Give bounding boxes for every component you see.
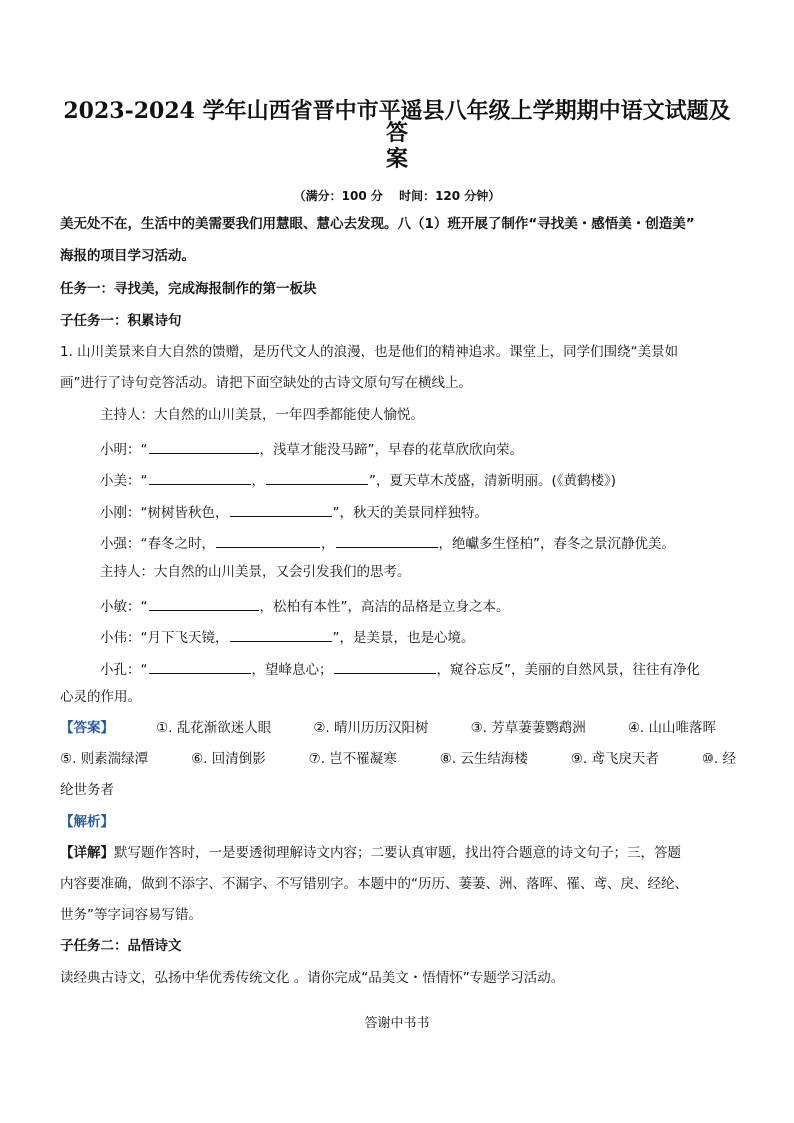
answer-blank-2[interactable]	[149, 471, 251, 485]
answer-item: ⑦. 岂不罹凝寒	[308, 751, 397, 767]
xiaomei-prefix: 小美：“	[100, 473, 148, 489]
answer-blank-3[interactable]	[266, 471, 368, 485]
analysis-tag: 【解析】	[60, 814, 114, 830]
reading-instruction: 读经典古诗文，弘扬中华优秀传统文化 。请你完成“品美文・悟情怀”专题学习活动。	[60, 970, 565, 986]
answer-blank-9[interactable]	[149, 660, 251, 674]
answer-blank-6[interactable]	[336, 534, 438, 548]
answer-item: ④. 山山唯落晖	[627, 720, 716, 736]
exam-info: （满分：100 分 时间：120 分钟）	[293, 189, 501, 203]
xiaomin-suffix: ，松柏有本性”，高洁的品格是立身之本。	[259, 599, 510, 615]
answer-blank-5[interactable]	[216, 534, 320, 548]
answer-item: ⑥. 回清倒影	[191, 751, 266, 767]
xiaogang-suffix: ”，秋天的美景同样独特。	[332, 505, 488, 521]
answer-item: ②. 晴川历历汉阳树	[313, 720, 429, 736]
xiaoming-line	[100, 440, 736, 458]
document-title-line1: 2023-2024 学年山西省晋中市平遥县八年级上学期期中语文试题及答	[63, 98, 731, 146]
xiaoming-prefix: 小明：“	[100, 442, 148, 458]
answer-blank-7[interactable]	[149, 597, 259, 611]
xiaoming-suffix: ，浅草才能没马蹄”，早春的花草欣欣向荣。	[259, 442, 523, 458]
xiaoqiang-line	[100, 534, 736, 552]
xiaoqiang-prefix: 小强：“春冬之时，	[100, 536, 215, 552]
xiaokong-prefix: 小孔：“	[100, 662, 148, 678]
xiaomei-middle: ，	[251, 473, 265, 489]
xiaowei-line	[100, 628, 736, 646]
host-line-2: 主持人：大自然的山川美景，又会引发我们的思考。	[100, 564, 411, 580]
xiaokong-suffix: ，窥谷忘反”，美丽的自然风景，往往有净化	[436, 662, 700, 678]
intro-line-2: 海报的项目学习活动。	[60, 248, 195, 264]
xiaowei-prefix: 小伟：“月下飞天镜，	[100, 630, 229, 646]
detail-text-1: 默写题作答时，一是要透彻理解诗文内容；二要认真审题，找出符合题意的诗文句子；三，答题	[114, 845, 681, 861]
answer-blank-4[interactable]	[230, 503, 332, 517]
xiaomin-line	[100, 597, 736, 615]
xiaomin-prefix: 小敏：“	[100, 599, 148, 615]
xiaogang-line	[100, 503, 736, 521]
detail-tag: 【详解】	[60, 845, 114, 861]
answer-item: ⑨. 鸢飞戾天者	[570, 751, 659, 767]
answer-blank-8[interactable]	[230, 628, 332, 642]
subtask-two-heading: 子任务二：品悟诗文	[60, 938, 182, 954]
xiaowei-suffix: ”，是美景，也是心境。	[332, 630, 475, 646]
answer-tag: 【答案】	[60, 720, 114, 736]
xiaomei-suffix: ”，夏天草木茂盛，清新明丽。(《黄鹤楼》)	[369, 473, 617, 489]
answer-item: ⑤. 则素湍绿潭	[60, 751, 149, 767]
detail-line-1	[60, 847, 736, 861]
detail-line-3: 世务”等字词容易写错。	[60, 907, 202, 923]
xiaokong-line-2: 心灵的作用。	[60, 689, 141, 705]
xiaoqiang-suffix: ，绝巘多生怪柏”，春冬之景沉静优美。	[438, 536, 675, 552]
host-line-1: 主持人：大自然的山川美景，一年四季都能使人愉悦。	[100, 407, 424, 423]
answer-item: ①. 乱花渐欲迷人眼	[156, 720, 272, 736]
answer-blank-10[interactable]	[334, 660, 436, 674]
xiaogang-prefix: 小刚：“树树皆秋色，	[100, 505, 229, 521]
intro-line-1: 美无处不在，生活中的美需要我们用慧眼、慧心去发现。八（1）班开展了制作“寻找美・感悟美・创造美”	[60, 216, 695, 232]
xiaokong-line	[100, 660, 736, 678]
answer-item: ⑧. 云生结海楼	[439, 751, 528, 767]
answers-row-2	[60, 753, 736, 767]
answer-blank-1[interactable]	[149, 440, 259, 454]
answer-item: ⑩. 经	[701, 751, 736, 767]
answers-row-1	[60, 722, 736, 736]
question-1-line-1: 1. 山川美景来自大自然的馈赠，是历代文人的浪漫，也是他们的精神追求。课堂上，同学们围绕“美景如	[60, 344, 679, 360]
xiaoqiang-middle: ，	[321, 536, 335, 552]
answers-row-3: 纶世务者	[60, 782, 114, 798]
subtask-one-heading: 子任务一：积累诗句	[60, 313, 182, 329]
xiaokong-middle: ，望峰息心；	[251, 662, 333, 678]
xiaomei-line	[100, 471, 736, 489]
answer-item: ③. 芳草萋萋鹦鹉洲	[470, 720, 586, 736]
document-title-line2: 案	[385, 146, 408, 172]
passage-title: 答谢中书书	[364, 1016, 430, 1031]
detail-line-2: 内容要准确，做到不添字、不漏字、不写错别字。本题中的“历历、萋萋、洲、落晖、罹、鸢、戾、经纶、	[60, 876, 688, 892]
task-one-heading: 任务一：寻找美，完成海报制作的第一板块	[60, 281, 317, 297]
question-1-line-2: 画”进行了诗句竞答活动。请把下面空缺处的古诗文原句写在横线上。	[60, 375, 472, 391]
